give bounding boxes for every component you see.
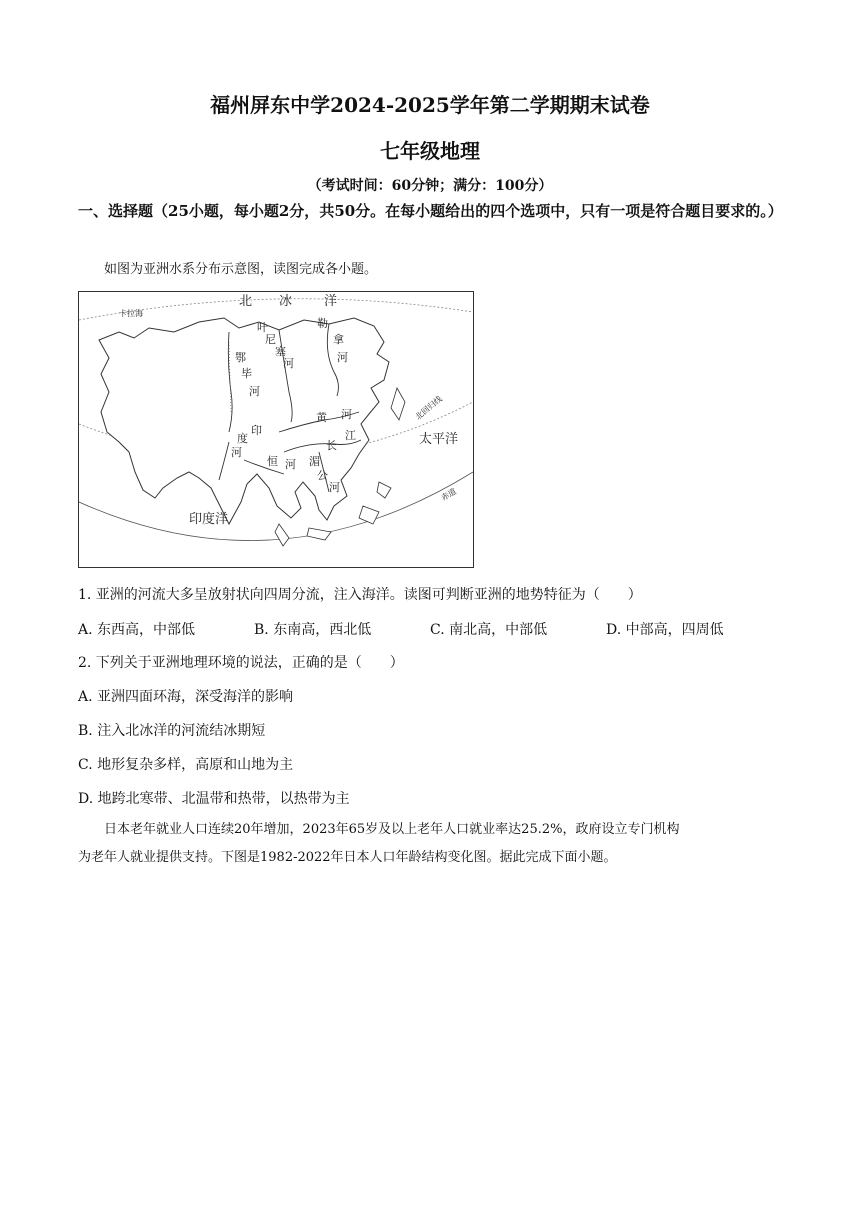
map-label-heng: 恒: [267, 455, 278, 468]
map-label-yin: 印: [251, 424, 262, 437]
exam-info: （考试时间：60分钟；满分：100分）: [307, 178, 553, 194]
map-label-he6: 河: [285, 458, 296, 471]
japan-intro: [78, 816, 790, 872]
school-title: 福州屏东中学2024-2025学年第二学期期末试卷: [210, 93, 650, 117]
q2-option-d[interactable]: D. 地跨北寒带、北温带和热带，以热带为主: [78, 791, 350, 807]
map-label-he7: 河: [329, 481, 340, 494]
map-label-he5: 河: [231, 446, 242, 459]
japan-intro-line2: 为老年人就业提供支持。下图是1982-2022年日本人口年龄结构变化图。据此完成下面小题。: [78, 850, 617, 865]
map-label-ye: 叶: [257, 321, 268, 334]
map-label-yang: 洋: [324, 294, 338, 309]
q1-option-b[interactable]: B. 东南高，西北低: [254, 622, 372, 638]
map-label-gong: 公: [317, 469, 328, 482]
asia-river-map: [78, 291, 474, 568]
question-1-stem: 1. 亚洲的河流大多呈放射状向四周分流，注入海洋。读图可判断亚洲的地势特征为（ ）: [78, 587, 642, 603]
map-label-tropic: 北回归线: [413, 394, 444, 422]
japan-intro-line1: 日本老年就业人口连续20年增加，2023年65岁及以上老年人口就业率达25.2%，政府设立专门机构: [104, 822, 680, 837]
map-label-huang: 黄: [316, 411, 327, 424]
map-label-le: 勒: [317, 317, 328, 330]
section-heading: 一、选择题（25小题，每小题2分，共50分。在每小题给出的四个选项中，只有一项是符合题目要求的。）: [78, 202, 783, 220]
map-label-pacific: 太平洋: [419, 432, 459, 447]
subject-title: 七年级地理: [380, 139, 480, 163]
q2-option-c[interactable]: C. 地形复杂多样，高原和山地为主: [78, 757, 294, 773]
map-label-he4: 河: [341, 408, 352, 421]
map-label-he1: 河: [283, 357, 294, 370]
map-label-he2: 河: [337, 351, 348, 364]
map-label-bi: 毕: [241, 367, 252, 380]
q2-option-a[interactable]: A. 亚洲四面环海，深受海洋的影响: [78, 689, 294, 705]
map-label-e: 鄂: [235, 351, 246, 364]
map-label-indian-ocean: 印度洋: [189, 512, 229, 527]
map-label-bing: 冰: [279, 294, 293, 309]
map-label-ni: 尼: [265, 333, 276, 346]
map-label-kara: 卡拉海: [119, 309, 143, 318]
map-label-du: 度: [237, 432, 248, 445]
map-label-lan: 湄: [309, 455, 320, 468]
map-label-sai: 塞: [275, 345, 286, 358]
map-label-he3: 河: [249, 385, 260, 398]
q1-option-c[interactable]: C. 南北高，中部低: [430, 622, 548, 638]
q1-option-d[interactable]: D. 中部高，四周低: [606, 622, 724, 638]
map-label-jiang: 江: [345, 429, 356, 442]
map-label-bei: 北: [239, 294, 253, 309]
map-drawing: [79, 292, 473, 567]
map-label-chang: 长: [326, 439, 337, 452]
map-intro: 如图为亚洲水系分布示意图，读图完成各小题。: [104, 262, 378, 277]
map-label-equator: 赤道: [439, 486, 458, 503]
q2-option-b[interactable]: B. 注入北冰洋的河流结冰期短: [78, 723, 266, 739]
map-label-na: 拿: [333, 333, 344, 346]
question-2-stem: 2. 下列关于亚洲地理环境的说法，正确的是（ ）: [78, 655, 404, 671]
q1-option-a[interactable]: A. 东西高，中部低: [78, 622, 196, 638]
